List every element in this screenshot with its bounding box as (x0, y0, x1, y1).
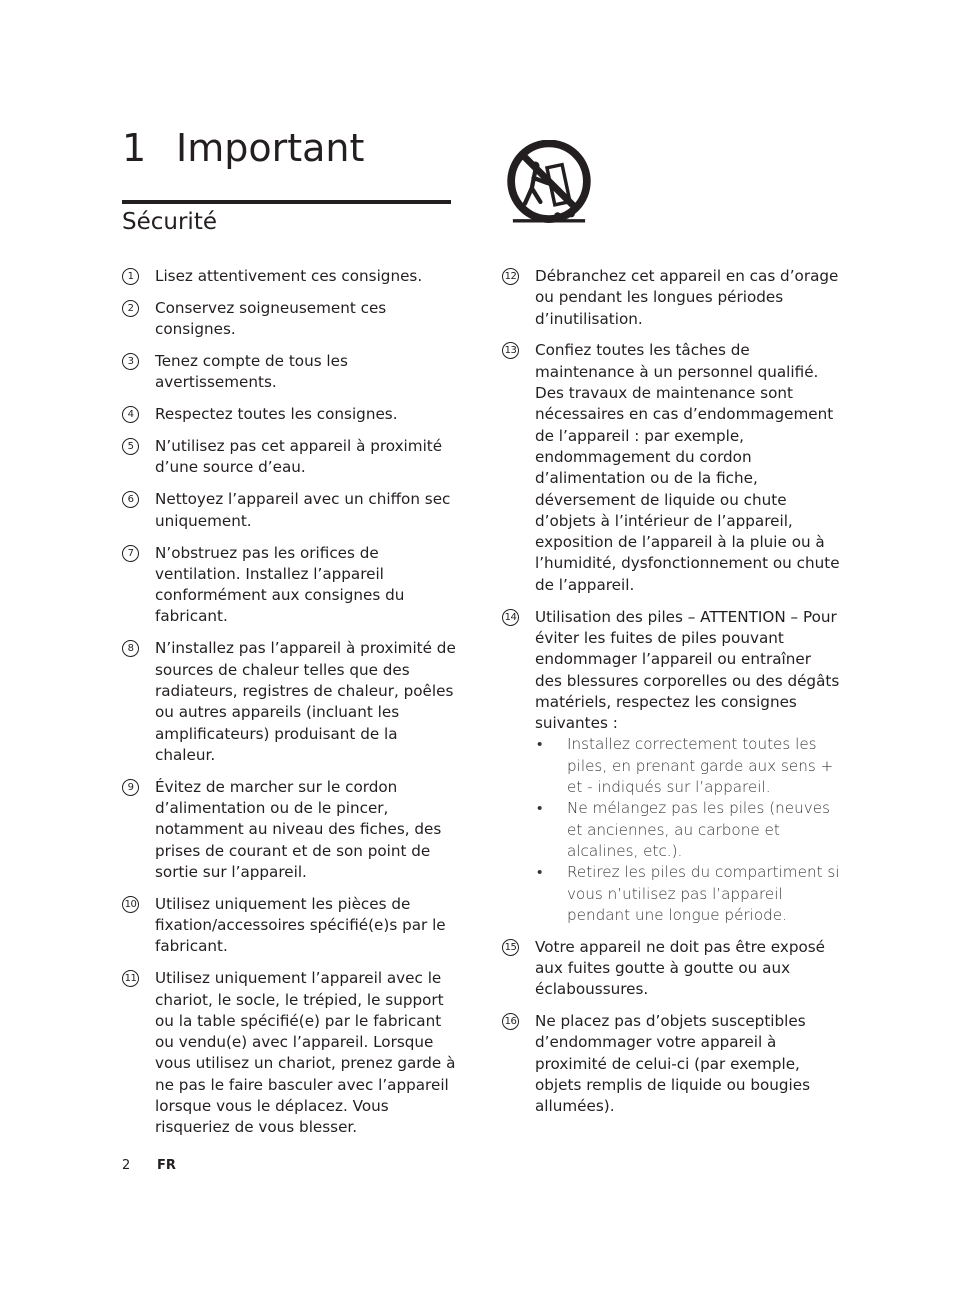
item-number-badge: 15 (502, 939, 519, 956)
bullet-item (535, 734, 842, 798)
bullet-item (535, 798, 842, 862)
chapter-title: Important (176, 126, 365, 170)
bullet-text: Retirez les piles du compartiment si vous n’utilisez pas l’appareil pendant une longue période. (567, 863, 840, 924)
bullet-text: Installez correctement toutes les piles, en prenant garde aux sens + et - indiqués sur l’appareil. (567, 735, 834, 797)
item-text: N’utilisez pas cet appareil à proximité d’une source d’eau. (155, 437, 443, 477)
item-number-badge: 14 (502, 609, 519, 626)
item-number-badge: 5 (122, 438, 139, 455)
safety-instruction-item (122, 298, 462, 341)
cart-tip-over-warning-icon (506, 140, 592, 226)
safety-instruction-item (502, 340, 842, 596)
item-number-badge: 3 (122, 353, 139, 370)
safety-instruction-item (122, 894, 462, 958)
item-number-badge: 11 (122, 970, 139, 987)
item-number-badge: 10 (122, 896, 139, 913)
safety-instruction-item (122, 638, 462, 766)
item-text: Utilisation des piles – ATTENTION – Pour éviter les fuites de piles pouvant endommager l’appareil ou entraîner des blessures corporelles ou des dégâts matériels, respectez les consignes suivantes : (535, 607, 840, 733)
chapter-number: 1 (122, 126, 147, 170)
safety-instruction-item (502, 607, 842, 926)
safety-instruction-item (122, 351, 462, 394)
safety-instruction-item (122, 404, 462, 425)
item-text: Nettoyez l’appareil avec un chiffon sec uniquement. (155, 490, 451, 530)
item-number-badge: 13 (502, 342, 519, 359)
item-text: Confiez toutes les tâches de maintenance à un personnel qualifié. Des travaux de maintenance sont nécessaires en cas d’endommagement de l’appareil : par exemple, endommagement du cordon d’alimentation ou de la fiche, déversement de liquide ou chute d’objets à l’intérieur de l’appareil, exposition de l’appareil à la pluie ou à l’humidité, dysfonctionnement ou chute de l’appareil. (535, 341, 840, 594)
item-text: Ne placez pas d’objets susceptibles d’endommager votre appareil à proximité de celui-ci (par exemple, objets remplis de liquide ou bougies allumées). (535, 1012, 811, 1116)
safety-instruction-item (502, 1011, 842, 1117)
item-text: Votre appareil ne doit pas être exposé aux fuites goutte à goutte ou aux éclaboussures. (535, 937, 826, 999)
item-number-badge: 9 (122, 779, 139, 796)
safety-instruction-item (122, 968, 462, 1138)
item-number-badge: 4 (122, 406, 139, 423)
page-number: 2 (122, 1158, 131, 1173)
item-number-badge: 2 (122, 300, 139, 317)
safety-instruction-item (122, 777, 462, 883)
item-text: Utilisez uniquement les pièces de fixation/accessoires spécifié(e)s par le fabricant. (155, 894, 446, 956)
item-number-badge: 8 (122, 640, 139, 657)
item-text: N’installez pas l’appareil à proximité de sources de chaleur telles que des radiateurs, registres de chaleur, poêles ou autres appareils (incluant les amplificateurs) produisant de la chaleur. (155, 639, 456, 764)
item-text: N’obstruez pas les orifices de ventilation. Installez l’appareil conformément aux consignes du fabricant. (155, 543, 405, 626)
bullet-dot: • (537, 799, 543, 818)
bullet-dot: • (537, 735, 543, 754)
item-text: Utilisez uniquement l’appareil avec le chariot, le socle, le trépied, le support ou la table spécifié(e) par le fabricant ou vendu(e) avec l’appareil. Lorsque vous utilisez un chariot, prenez garde à ne pas le faire basculer avec l’appareil lorsque vous le déplacez. Vous risqueriez de vous blesser. (155, 969, 456, 1137)
item-number-badge: 1 (122, 268, 139, 285)
bullet-text: Ne mélangez pas les piles (neuves et anciennes, au carbone et alcalines, etc.). (567, 799, 831, 860)
item-text: Débranchez cet appareil en cas d’orage ou pendant les longues périodes d’inutilisation. (535, 267, 839, 328)
safety-instruction-item (502, 266, 842, 330)
item-text: Évitez de marcher sur le cordon d’alimentation ou de le pincer, notamment au niveau des fiches, des prises de courant et de son point de sortie sur l’appareil. (155, 777, 442, 881)
bullet-item (535, 862, 842, 926)
safety-instruction-item (502, 937, 842, 1001)
safety-instruction-item (122, 489, 462, 532)
item-number-badge: 16 (502, 1013, 519, 1030)
item-text: Lisez attentivement ces consignes. (155, 267, 423, 285)
safety-instruction-item (122, 543, 462, 628)
title-rule (122, 200, 451, 204)
safety-instruction-item (122, 436, 462, 479)
instructions-right-column (502, 266, 842, 1128)
safety-instruction-item (122, 266, 462, 287)
battery-bullet-list (535, 734, 842, 926)
bullet-dot: • (537, 863, 543, 882)
item-text: Conservez soigneusement ces consignes. (155, 298, 387, 339)
item-number-badge: 12 (502, 268, 519, 285)
item-number-badge: 7 (122, 545, 139, 562)
item-number-badge: 6 (122, 491, 139, 508)
item-text: Respectez toutes les consignes. (155, 405, 398, 424)
instructions-left-column (122, 266, 462, 1149)
language-code: FR (157, 1158, 176, 1173)
section-title: Sécurité (122, 209, 217, 235)
item-text: Tenez compte de tous les avertissements. (155, 352, 348, 392)
